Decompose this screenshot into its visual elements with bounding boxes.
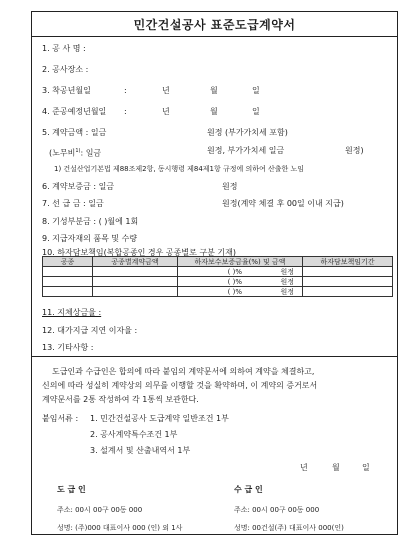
document-title: 민간건설공사 표준도급계약서: [133, 17, 296, 32]
item-progress-payment: 8. 기성부분금 : ( )월에 1회: [42, 217, 139, 226]
contract-amount-label: 5. 계약금액 : 일금: [42, 128, 107, 137]
labor-cost-footnote: 1) 건설산업기본법 제88조제2항, 동시행령 제84제1항 규정에 의하여 산출한 노임: [54, 165, 305, 173]
table-row: [43, 277, 393, 287]
defect-warranty-table: [42, 256, 393, 297]
start-date-day: 일: [252, 86, 260, 95]
completion-date-colon: :: [124, 107, 127, 116]
contractee-name: 성명: 00건설(주) 대표이사 000(인): [234, 524, 344, 532]
section-divider: [32, 356, 397, 357]
contract-page: [31, 11, 398, 535]
warranty-rate-cell: ( )% 원정: [178, 277, 303, 287]
table-header-row: [43, 257, 393, 267]
start-date-month: 월: [210, 86, 218, 95]
item-delay-penalty-rate: 11. 지체상금율 :: [42, 308, 102, 317]
body-line-3: 계약문서를 2통 작성하여 각 1통씩 보관한다.: [42, 395, 199, 404]
labor-cost-unit: 원정, 부가가치세 일금: [207, 146, 285, 155]
attachment-item-2: 2. 공사계약특수조건 1부: [90, 430, 178, 439]
table-row: [43, 287, 393, 297]
header-work-type: 공종: [43, 257, 93, 267]
header-warranty-rate: 하자보수보증금율(%) 및 금액: [178, 257, 303, 267]
completion-date-label: 4. 준공예정년월일: [42, 107, 107, 116]
date-day: 일: [362, 463, 370, 472]
contractor-address: 주소: 00시 00구 00동 000: [57, 506, 143, 514]
warranty-rate-cell: ( )% 원정: [178, 267, 303, 277]
date-month: 월: [332, 463, 340, 472]
contract-deposit-label: 6. 계약보증금 : 일금: [42, 182, 115, 191]
contract-amount-unit: 원정 (부가가치세 포함): [207, 128, 288, 137]
completion-date-day: 일: [252, 107, 260, 116]
item-defect-liability: 10. 하자담보책임(복합공종인 경우 공종별로 구분 기재): [42, 248, 236, 257]
labor-cost-vat-unit: 원정): [345, 146, 364, 155]
contractor-name: 성명: (주)000 대표이사 000 (인) 외 1사: [57, 524, 183, 532]
warranty-rate-cell: ( )% 원정: [178, 287, 303, 297]
completion-date-year: 년: [162, 107, 170, 116]
start-date-year: 년: [162, 86, 170, 95]
attachments-label: 붙임서류 :: [42, 414, 79, 423]
attachment-item-3: 3. 설계서 및 산출내역서 1부: [90, 446, 191, 455]
completion-date-month: 월: [210, 107, 218, 116]
contractee-title: 수 급 인: [234, 485, 263, 494]
title-row: [32, 12, 397, 37]
item-supplied-materials: 9. 지급자재의 품목 및 수량: [42, 234, 138, 243]
item-project-name: 1. 공 사 명 :: [42, 44, 86, 53]
start-date-label: 3. 착공년월일: [42, 86, 91, 95]
header-liability-period: 하자담보책임기간: [303, 257, 393, 267]
contractor-title: 도 급 인: [57, 485, 86, 494]
header-contract-amount: 공종별계약금액: [93, 257, 178, 267]
table-row: [43, 267, 393, 277]
contract-deposit-unit: 원정: [222, 182, 238, 191]
advance-payment-unit: 원정(계약 체결 후 00일 이내 지급): [222, 199, 344, 208]
start-date-colon: :: [124, 86, 127, 95]
date-year: 년: [300, 463, 308, 472]
advance-payment-label: 7. 선 급 금 : 일금: [42, 199, 104, 208]
attachment-item-1: 1. 민간건설공사 도급계약 일반조건 1부: [90, 414, 229, 423]
item-late-payment-interest: 12. 대가지급 지연 이자율 :: [42, 326, 138, 335]
body-line-1: 도급인과 수급인은 합의에 따라 붙임의 계약문서에 의하여 계약을 체결하고,: [52, 367, 315, 376]
body-line-2: 신의에 따라 성실히 계약상의 의무를 이행할 것을 확약하며, 이 계약의 증거로서: [42, 381, 318, 390]
item-other-matters: 13. 기타사항 :: [42, 343, 94, 352]
item-project-location: 2. 공사장소 :: [42, 65, 89, 74]
labor-cost-label: (노무비$^{1)}$: 일금: [49, 148, 102, 158]
contractee-address: 주소: 00시 00구 00동 000: [234, 506, 320, 514]
